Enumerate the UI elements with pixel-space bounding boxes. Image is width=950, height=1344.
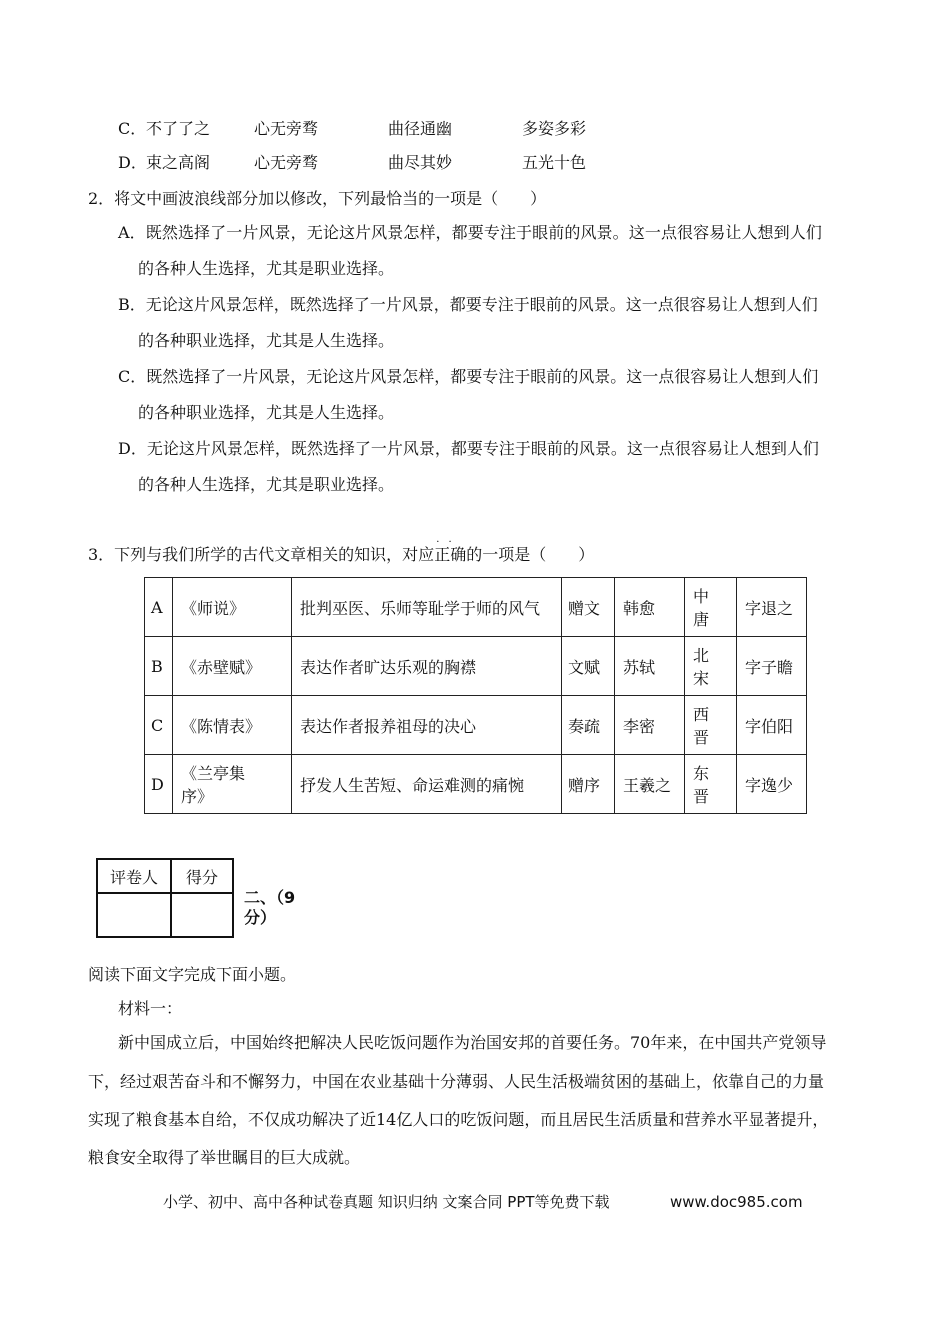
option-word-1: 不了了之 <box>146 119 211 138</box>
q3-stem-after: 的一项是（ ） <box>466 545 595 564</box>
section-heading: 二、（9 分） <box>244 888 296 927</box>
row-letter: D <box>145 755 173 814</box>
q2-stem: 2．将文中画波浪线部分加以修改，下列最恰当的一项是（ ） <box>88 189 547 208</box>
grader-score-box <box>96 858 234 938</box>
paragraph-line-2: 下，经过艰苦奋斗和不懈努力，中国在农业基础十分薄弱、人民生活极端贫困的基础上，依靠自己的力量 <box>88 1072 825 1091</box>
footer-url[interactable]: www.doc985.com <box>670 1193 803 1211</box>
q2-option-b-line2: 的各种职业选择，尤其是人生选择。 <box>138 331 395 350</box>
q3-knowledge-table <box>144 577 807 814</box>
q2-option-d-line1: D．无论这片风景怎样，既然选择了一片风景，都要专注于眼前的风景。这一点很容易让人想到人们 <box>118 439 819 458</box>
footer-promo: 小学、初中、高中各种试卷真题 知识归纳 文案合同 PPT等免费下载 <box>163 1193 610 1211</box>
author-courtesy-name: 字退之 <box>737 578 807 637</box>
author-courtesy-name: 字伯阳 <box>737 696 807 755</box>
option-letter: C． <box>118 119 147 138</box>
grader-header: 评卷人 <box>97 859 171 893</box>
reading-instruction: 阅读下面文字完成下面小题。 <box>88 965 297 984</box>
q3-stem-emphasis: · · 正确 <box>434 544 466 566</box>
article-title: 《兰亭集 序》 <box>173 755 292 814</box>
option-word-3: 曲尽其妙 <box>388 153 453 172</box>
table-row <box>145 578 807 637</box>
row-letter: A <box>145 578 173 637</box>
option-word-2: 心无旁骛 <box>254 119 319 138</box>
material-label: 材料一： <box>118 999 183 1018</box>
emphasis-dots: · · <box>436 537 455 548</box>
article-era: 西 晋 <box>685 696 737 755</box>
author-courtesy-name: 字子瞻 <box>737 637 807 696</box>
q1-option-c <box>118 118 718 140</box>
paragraph-line-3: 实现了粮食基本自给，不仅成功解决了近14亿人口的吃饭问题，而且居民生活质量和营养水平显著提升， <box>88 1110 829 1129</box>
score-header: 得分 <box>171 859 233 893</box>
option-word-2: 心无旁骛 <box>254 153 319 172</box>
grader-cell[interactable] <box>97 893 171 937</box>
option-word-4: 五光十色 <box>522 153 587 172</box>
article-title: 《陈情表》 <box>173 696 292 755</box>
score-cell[interactable] <box>171 893 233 937</box>
article-genre: 赠文 <box>562 578 615 637</box>
article-author: 韩愈 <box>615 578 685 637</box>
table-row <box>145 755 807 814</box>
q2-option-d-line2: 的各种人生选择，尤其是职业选择。 <box>138 475 395 494</box>
paragraph-line-4: 粮食安全取得了举世瞩目的巨大成就。 <box>88 1148 361 1167</box>
option-letter: D． <box>118 153 147 172</box>
paragraph-line-1: 新中国成立后，中国始终把解决人民吃饭问题作为治国安邦的首要任务。70年来，在中国共产党领导 <box>118 1033 827 1052</box>
article-era: 中 唐 <box>685 578 737 637</box>
q2-option-b-line1: B．无论这片风景怎样，既然选择了一片风景，都要专注于眼前的风景。这一点很容易让人想到人们 <box>118 295 818 314</box>
article-theme: 批判巫医、乐师等耻学于师的风气 <box>292 578 562 637</box>
q2-option-c-line2: 的各种职业选择，尤其是人生选择。 <box>138 403 395 422</box>
article-title: 《师说》 <box>173 578 292 637</box>
article-theme: 表达作者报养祖母的决心 <box>292 696 562 755</box>
article-genre: 奏疏 <box>562 696 615 755</box>
q2-option-a-line2: 的各种人生选择，尤其是职业选择。 <box>138 259 395 278</box>
article-author: 苏轼 <box>615 637 685 696</box>
option-word-1: 束之高阁 <box>146 153 211 172</box>
article-genre: 文赋 <box>562 637 615 696</box>
q3-stem-before: 3．下列与我们所学的古代文章相关的知识，对应 <box>88 545 435 564</box>
table-row <box>145 696 807 755</box>
q3-stem <box>88 537 595 566</box>
article-genre: 赠序 <box>562 755 615 814</box>
option-word-3: 曲径通幽 <box>388 119 453 138</box>
q2-option-a-line1: A．既然选择了一片风景，无论这片风景怎样，都要专注于眼前的风景。这一点很容易让人想到人们 <box>118 223 822 242</box>
row-letter: C <box>145 696 173 755</box>
option-word-4: 多姿多彩 <box>522 119 587 138</box>
article-author: 李密 <box>615 696 685 755</box>
q2-option-c-line1: C．既然选择了一片风景，无论这片风景怎样，都要专注于眼前的风景。这一点很容易让人想到人们 <box>118 367 819 386</box>
article-theme: 表达作者旷达乐观的胸襟 <box>292 637 562 696</box>
article-theme: 抒发人生苦短、命运难测的痛惋 <box>292 755 562 814</box>
article-era: 北 宋 <box>685 637 737 696</box>
article-era: 东 晋 <box>685 755 737 814</box>
q1-option-d <box>118 152 718 174</box>
row-letter: B <box>145 637 173 696</box>
table-row <box>145 637 807 696</box>
article-author: 王羲之 <box>615 755 685 814</box>
author-courtesy-name: 字逸少 <box>737 755 807 814</box>
article-title: 《赤壁赋》 <box>173 637 292 696</box>
